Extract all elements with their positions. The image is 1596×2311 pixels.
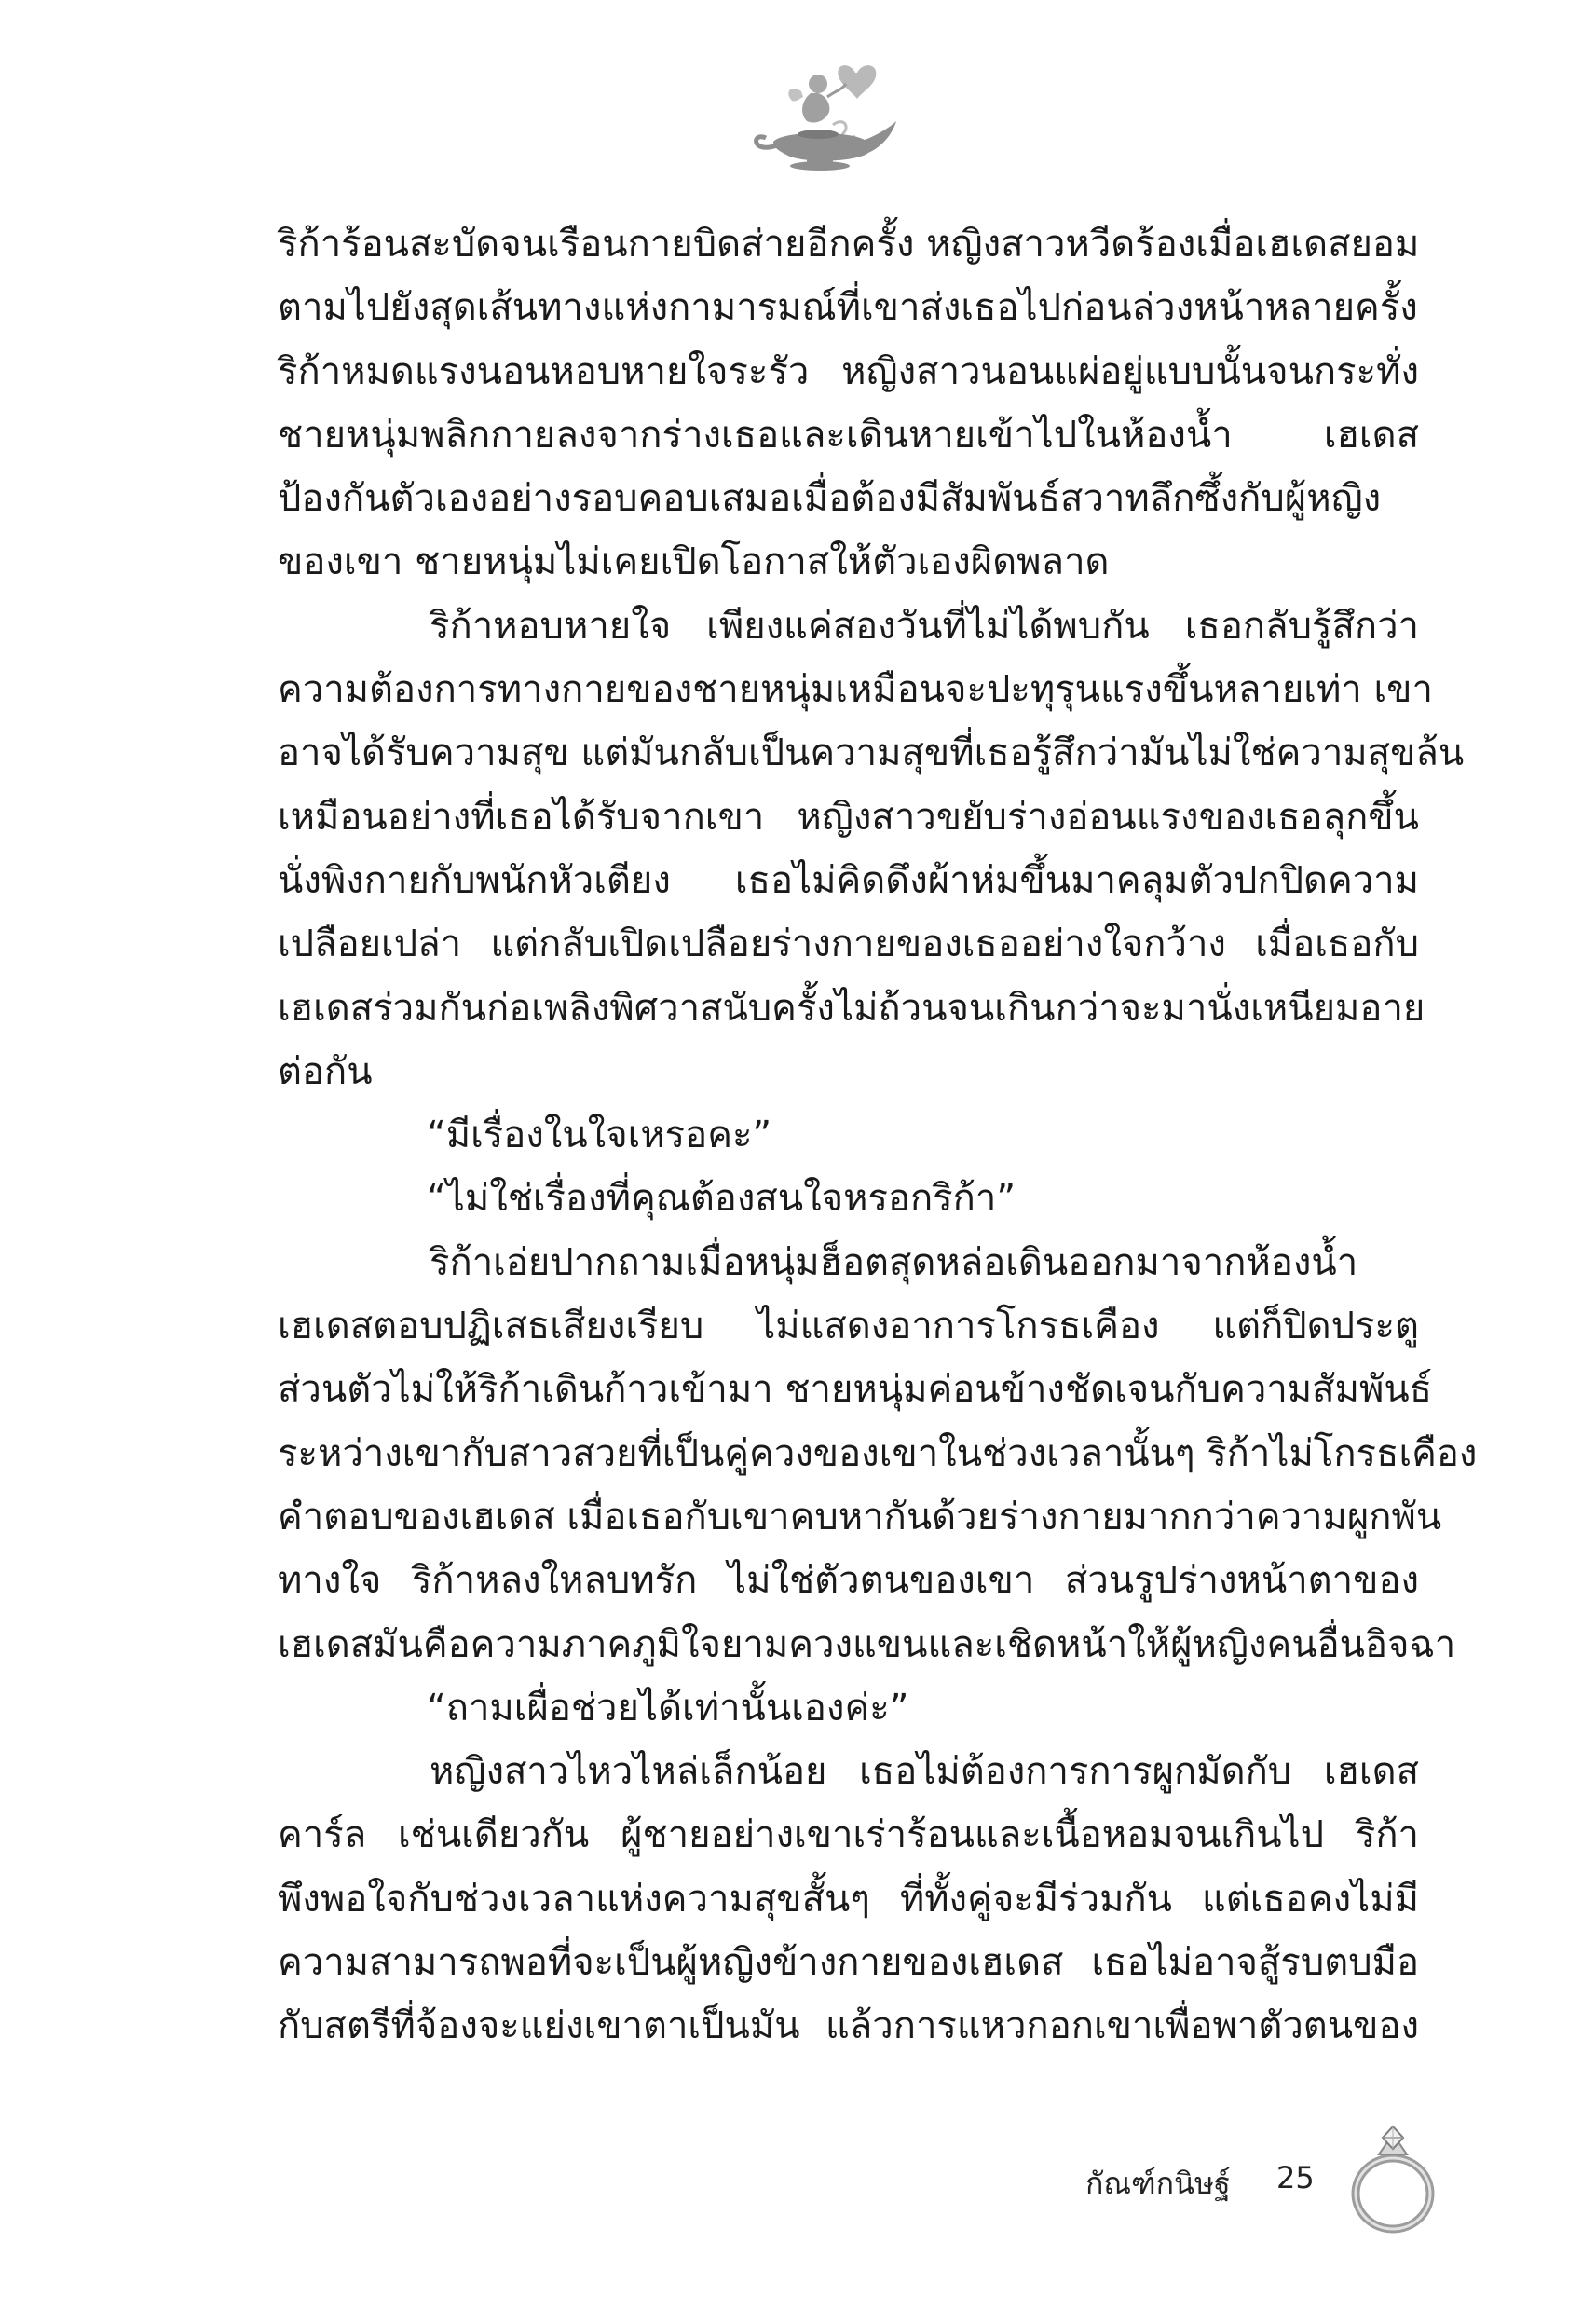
body-text [278,212,1478,2058]
dialogue-line: “ไม่ใช่เรื่องที่คุณต้องสนใจหรอกริก้า” [427,1177,1016,1221]
text-line: ริก้าหมดแรงนอนหอบหายใจระรัว หญิงสาวนอนแผ่อยู่แบบนั้นจนกระทั่ง [278,349,1419,393]
text-line: นั่งพิงกายกับพนักหัวเตียง เธอไม่คิดดึงผ้าห่มขึ้นมาคลุมตัวปกปิดความ [278,858,1419,902]
text-line: คำตอบของเฮเดส เมื่อเธอกับเขาคบหากันด้วยร่างกายมากกว่าความผูกพัน [278,1495,1442,1538]
dialogue-line: “มีเรื่องในใจเหรอคะ” [427,1114,772,1157]
text-line: เฮเดสร่วมกันก่อเพลิงพิศวาสนับครั้งไม่ถ้วนจนเกินกว่าจะมานั่งเหนียมอาย [278,986,1425,1030]
text-line: ความสามารถพอที่จะเป็นผู้หญิงข้างกายของเฮเดส เธอไม่อาจสู้รบตบมือ [278,1941,1419,1985]
text-line: ทางใจ ริก้าหลงใหลบทรัก ไม่ใช่ตัวตนของเขา ส่วนรูปร่างหน้าตาของ [278,1559,1419,1603]
text-line: เปลือยเปล่า แต่กลับเปิดเปลือยร่างกายของเธออย่างใจกว้าง เมื่อเธอกับ [278,923,1419,966]
text-line: ของเขา ชายหนุ่มไม่เคยเปิดโอกาสให้ตัวเองผิดพลาด [278,540,1110,584]
text-line: ระหว่างเขากับสาวสวยที่เป็นคู่ควงของเขาในช่วงเวลานั้นๆ ริก้าไม่โกรธเคือง [278,1431,1478,1475]
text-line: พึงพอใจกับช่วงเวลาแห่งความสุขสั้นๆ ที่ทั้งคู่จะมีร่วมกัน แต่เธอคงไม่มี [278,1877,1419,1921]
text-line: กับสตรีที่จ้องจะแย่งเขาตาเป็นมัน แล้วการแหวกอกเขาเพื่อพาตัวตนของ [278,2004,1419,2048]
text-line: ต่อกัน [278,1049,373,1093]
text-line: ชายหนุ่มพลิกกายลงจากร่างเธอและเดินหายเข้าไปในห้องน้ำ เฮเดส [278,413,1419,457]
text-line: เหมือนอย่างที่เธอได้รับจากเขา หญิงสาวขยับร่างอ่อนแรงของเธอลุกขึ้น [278,795,1419,839]
text-line: ความต้องการทางกายของชายหนุ่มเหมือนจะปะทุรุนแรงขึ้นหลายเท่า เขา [278,668,1433,712]
text-line: คาร์ล เช่นเดียวกัน ผู้ชายอย่างเขาเร่าร้อนและเนื้อหอมจนเกินไป ริก้า [278,1813,1419,1857]
text-line: หญิงสาวไหวไหล่เล็กน้อย เธอไม่ต้องการการผูกมัดกับ เฮเดส [430,1750,1419,1794]
page-footer [0,2134,1596,2264]
dialogue-line: “ถามเผื่อช่วยได้เท่านั้นเองค่ะ” [427,1686,909,1730]
diamond-ring-icon [1342,2117,1444,2238]
page-number: 25 [1276,2160,1315,2195]
text-line: ตามไปยังสุดเส้นทางแห่งกามารมณ์ที่เขาส่งเธอไปก่อนล่วงหน้าหลายครั้ง [278,286,1418,330]
text-line: ป้องกันตัวเองอย่างรอบคอบเสมอเมื่อต้องมีสัมพันธ์สวาทลึกซึ้งกับผู้หญิง [278,477,1382,521]
text-line: ริก้าเอ่ยปากถามเมื่อหนุ่มฮ็อตสุดหล่อเดินออกมาจากห้องน้ำ [430,1240,1358,1284]
text-line: ริก้าหอบหายใจ เพียงแค่สองวันที่ไม่ได้พบกัน เธอกลับรู้สึกว่า [430,604,1419,648]
text-line: เฮเดสตอบปฏิเสธเสียงเรียบ ไม่แสดงอาการโกรธเคือง แต่ก็ปิดประตู [278,1305,1419,1348]
text-line: เฮเดสมันคือความภาคภูมิใจยามควงแขนและเชิดหน้าให้ผู้หญิงคนอื่นอิจฉา [278,1622,1456,1666]
text-line: ส่วนตัวไม่ให้ริก้าเดินก้าวเข้ามา ชายหนุ่มค่อนข้างชัดเจนกับความสัมพันธ์ [278,1368,1433,1412]
text-line: อาจได้รับความสุข แต่มันกลับเป็นความสุขที่เธอรู้สึกว่ามันไม่ใช่ความสุขล้น [278,732,1465,775]
text-line: ริก้าร้อนสะบัดจนเรือนกายบิดส่ายอีกครั้ง หญิงสาวหวีดร้องเมื่อเฮเดสยอม [278,223,1420,266]
teapot-cupid-ornament-icon [745,56,904,172]
book-title: กัณฑ์กนิษฐ์ [1085,2166,1231,2201]
